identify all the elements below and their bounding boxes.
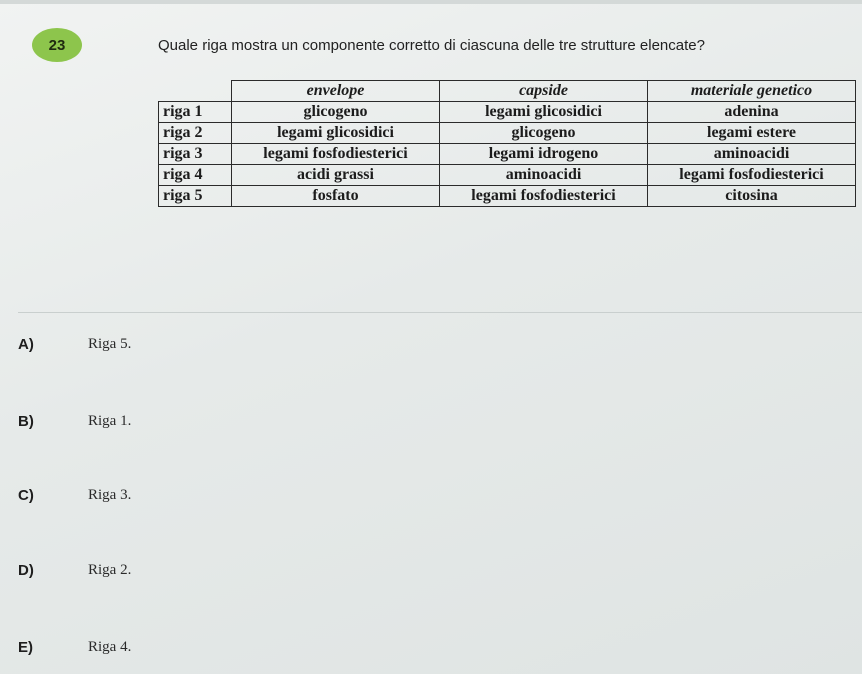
- table-row: [159, 144, 856, 165]
- header-capside: capside: [440, 81, 648, 102]
- section-divider: [18, 312, 862, 313]
- option-letter: C): [18, 487, 34, 504]
- header-materiale-genetico: materiale genetico: [648, 81, 856, 102]
- option-text: Riga 3.: [88, 487, 132, 503]
- option-text: Riga 4.: [88, 639, 132, 655]
- question-number: 23: [48, 36, 66, 54]
- table-cell: legami fosfodiesterici: [232, 144, 440, 165]
- table-row: [159, 165, 856, 186]
- table-cell: legami glicosidici: [440, 102, 648, 123]
- structures-table: [158, 80, 856, 207]
- option-letter: D): [18, 562, 34, 579]
- table-row: [159, 123, 856, 144]
- table-cell: legami estere: [648, 123, 856, 144]
- option-letter: E): [18, 639, 33, 656]
- table-cell: legami glicosidici: [232, 123, 440, 144]
- table-cell: glicogeno: [440, 123, 648, 144]
- question-text: Quale riga mostra un componente corretto di ciascuna delle tre strutture elencate?: [158, 37, 705, 54]
- option-text: Riga 1.: [88, 413, 132, 429]
- row-label: riga 1: [159, 102, 232, 123]
- table-header-row: [159, 81, 856, 102]
- question-number-badge: [32, 28, 82, 62]
- row-label: riga 2: [159, 123, 232, 144]
- table-cell: legami fosfodiesterici: [648, 165, 856, 186]
- option-letter: A): [18, 336, 34, 353]
- option-text: Riga 2.: [88, 562, 132, 578]
- option-letter: B): [18, 413, 34, 430]
- option-text: Riga 5.: [88, 336, 132, 352]
- header-envelope: envelope: [232, 81, 440, 102]
- table-cell: citosina: [648, 186, 856, 207]
- table-cell: glicogeno: [232, 102, 440, 123]
- table-cell: adenina: [648, 102, 856, 123]
- top-rule: [0, 0, 862, 4]
- table-cell: fosfato: [232, 186, 440, 207]
- table-cell: legami fosfodiesterici: [440, 186, 648, 207]
- table-row: [159, 102, 856, 123]
- table-row: [159, 186, 856, 207]
- row-label: riga 5: [159, 186, 232, 207]
- table-cell: aminoacidi: [648, 144, 856, 165]
- row-label: riga 3: [159, 144, 232, 165]
- table-cell: acidi grassi: [232, 165, 440, 186]
- table-cell: aminoacidi: [440, 165, 648, 186]
- table-corner: [159, 81, 232, 102]
- row-label: riga 4: [159, 165, 232, 186]
- table-cell: legami idrogeno: [440, 144, 648, 165]
